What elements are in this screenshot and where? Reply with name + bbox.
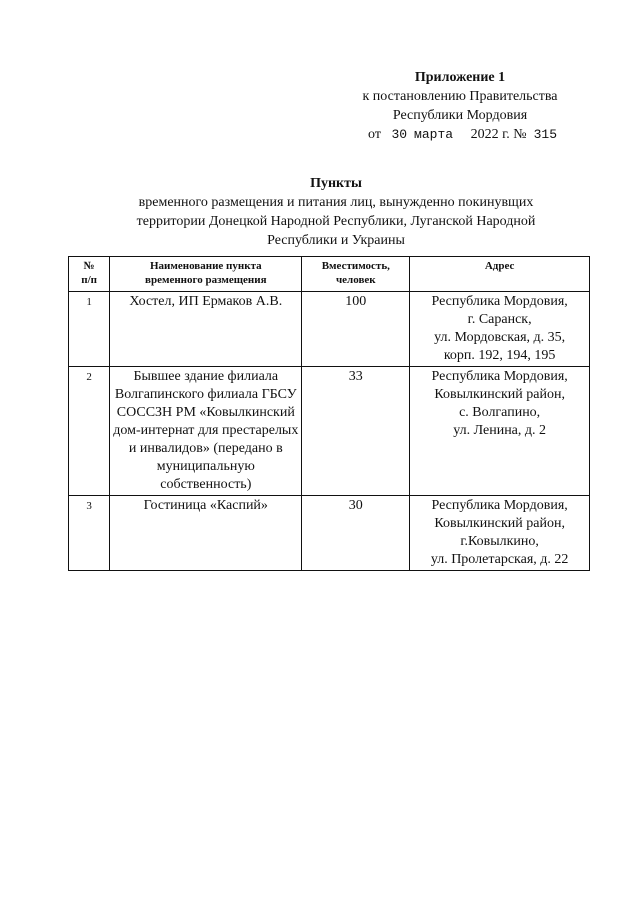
- header-name: Наименование пункта временного размещения: [110, 257, 302, 292]
- table-header-row: [69, 257, 590, 292]
- document-subheading-line: территории Донецкой Народной Республики, Луганской Народной: [136, 214, 536, 229]
- header-address: Адрес: [410, 257, 590, 292]
- row-address: Республика Мордовия, Ковылкинский район, с. Волгапино, ул. Ленина, д. 2: [410, 367, 590, 496]
- appendix-block: [330, 68, 590, 144]
- row-capacity: 30: [302, 496, 410, 571]
- table-row: [69, 496, 590, 571]
- header-num: № п/п: [69, 257, 110, 292]
- row-num: 1: [69, 292, 110, 367]
- date-day: 30: [391, 127, 408, 142]
- row-num: 3: [69, 496, 110, 571]
- appendix-date-line: [330, 125, 590, 144]
- row-capacity: 33: [302, 367, 410, 496]
- row-num: 2: [69, 367, 110, 496]
- appendix-line-2: Республики Мордовия: [392, 108, 528, 123]
- document-subheading-line: Республики и Украины: [267, 233, 405, 248]
- header-capacity: Вместимость, человек: [302, 257, 410, 292]
- row-address: Республика Мордовия, г. Саранск, ул. Мордовская, д. 35, корп. 192, 194, 195: [410, 292, 590, 367]
- doc-number: 315: [533, 127, 557, 142]
- document-heading: Пункты: [310, 176, 362, 191]
- date-prefix: от: [368, 127, 381, 142]
- appendix-line-1: к постановлению Правительства: [362, 89, 558, 104]
- accommodation-points-table: [68, 256, 590, 571]
- row-name: Гостиница «Каспий»: [110, 496, 302, 571]
- table-row: [69, 367, 590, 496]
- row-name: Бывшее здание филиала Волгапинского филиала ГБСУ СОССЗН РМ «Ковылкинский дом-интернат для престарелых и инвалидов» (передано в муниципальную собственность): [110, 367, 302, 496]
- row-address: Республика Мордовия, Ковылкинский район, г.Ковылкино, ул. Пролетарская, д. 22: [410, 496, 590, 571]
- appendix-title: Приложение 1: [414, 70, 506, 85]
- document-title-block: [96, 174, 576, 250]
- row-name: Хостел, ИП Ермаков А.В.: [110, 292, 302, 367]
- date-month: марта: [414, 127, 454, 142]
- date-year: 2022 г. №: [470, 127, 527, 142]
- table-row: [69, 292, 590, 367]
- row-capacity: 100: [302, 292, 410, 367]
- document-subheading-line: временного размещения и питания лиц, вынужденно покинувщих: [138, 195, 534, 210]
